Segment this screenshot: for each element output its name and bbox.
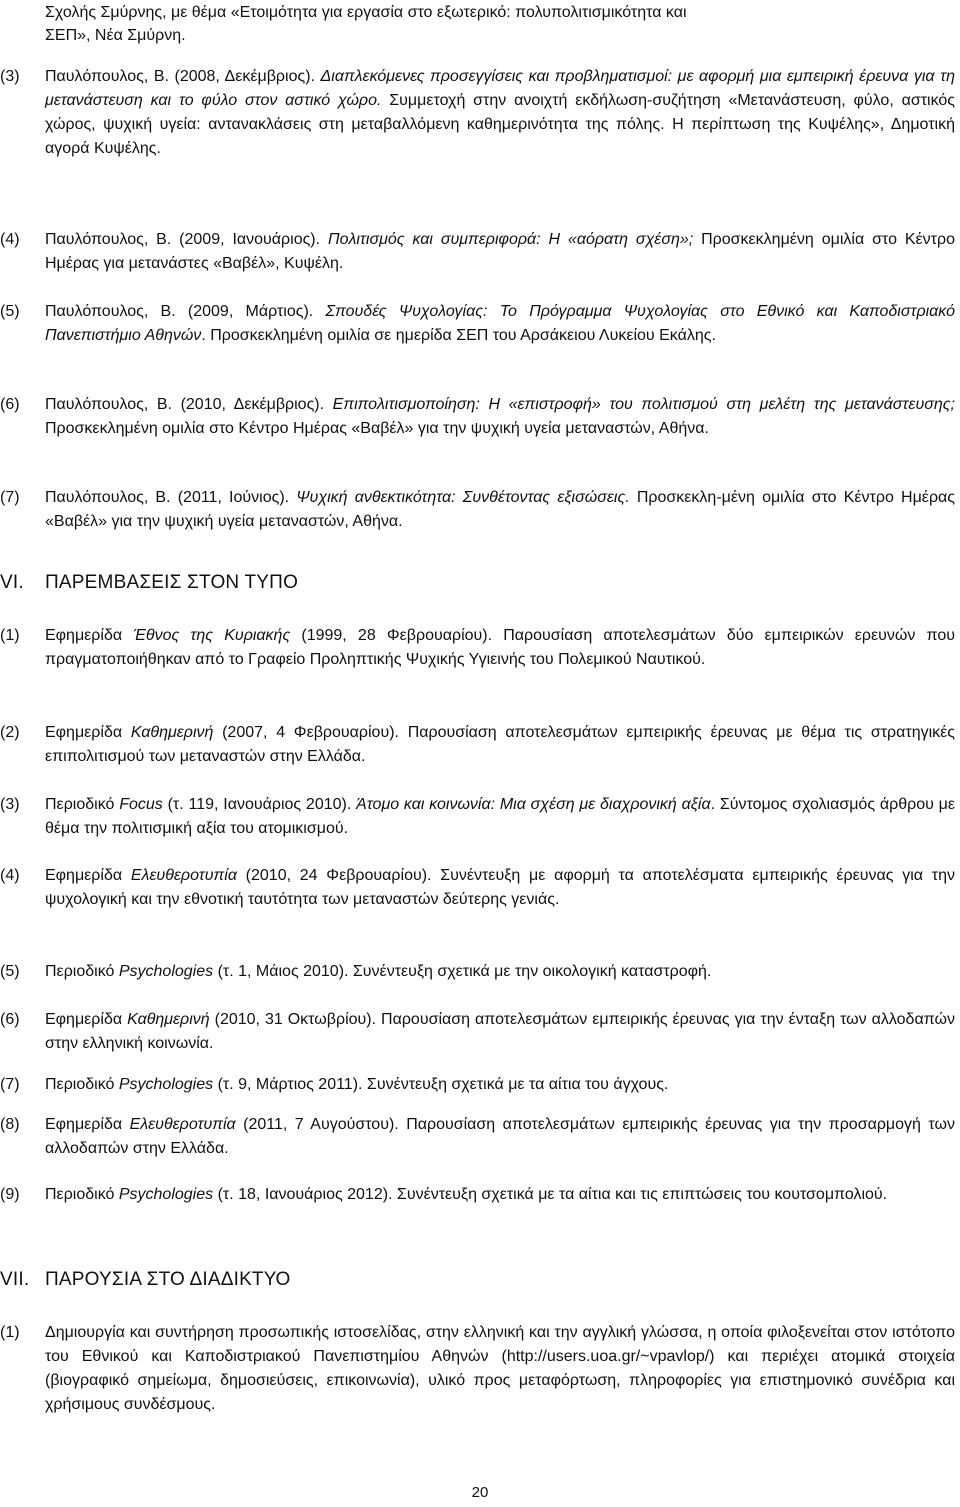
continuation-line-2: ΣΕΠ», Νέα Σμύρνη.: [45, 27, 186, 44]
continuation-line-1: Σχολής Σμύρνης, με θέμα «Ετοιμότητα για εργασία στο εξωτερικό: πολυπολιτισμικότητα και: [45, 4, 687, 21]
press-entry-3: [0, 793, 955, 841]
entry-text-part: . Προσκεκλημένη ομιλία σε ημερίδα ΣΕΠ του Αρσάκειου Λυκείου Εκάλης.: [201, 327, 716, 344]
entry-text-part: . Σύντομος σχολιασμός άρθρου με θέμα την πολιτισμική αξία του ατομικισμού.: [45, 796, 956, 837]
entry-title: Πολιτισμός και συμπεριφορά: Η «αόρατη σχέση»;: [327, 231, 694, 248]
section-roman-numeral: VI.: [0, 572, 24, 593]
entry-number: (9): [0, 1186, 20, 1203]
entry-number: (7): [0, 1076, 20, 1093]
press-entry-2: [0, 721, 955, 769]
entry-text: [45, 1008, 955, 1056]
press-entry-5: [0, 960, 955, 984]
press-entry-9: [0, 1183, 955, 1207]
entry-text-part: Προσκεκλημένη ομιλία στο Κέντρο Ημέρας για μετανάστες «Βαβέλ», Κυψέλη.: [45, 231, 956, 272]
entry-title: Ψυχική ανθεκτικότητα: Συνθέτοντας εξισώσεις.: [296, 489, 630, 506]
entry-text: [45, 393, 955, 441]
entry-number: (6): [0, 1011, 20, 1028]
entry-text-part: Εφημερίδα: [45, 1011, 128, 1028]
entry-publication: Έθνος της Κυριακής: [133, 627, 291, 644]
entry-article-title: Άτομο και κοινωνία: Μια σχέση με διαχρονική αξία: [356, 796, 711, 813]
entry-text: [45, 1183, 955, 1207]
page-number: 20: [471, 1484, 489, 1501]
entry-text-part: Παυλόπουλος, Β. (2009, Μάρτιος).: [45, 303, 326, 320]
entry-number: (3): [0, 68, 20, 85]
entry-publication: Καθημερινή: [127, 1011, 210, 1028]
entry-text-part: (2011, 7 Αυγούστου). Παρουσίαση αποτελεσμάτων εμπειρικής έρευνας για την προσαρμογή των αλλοδαπών στην Ελλάδα.: [45, 1116, 955, 1157]
web-entry-1: [0, 1321, 955, 1417]
entry-text-part: (1999, 28 Φεβρουαρίου). Παρουσίαση αποτελεσμάτων δύο εμπειρικών ερευνών που πραγματοποιήθηκαν από το Γραφείο Προληπτικής Ψυχικής Υγιεινής του Πολεμικού Ναυτικού.: [45, 627, 955, 668]
entry-text-part: (τ. 9, Μάρτιος 2011). Συνέντευξη σχετικά με τα αίτια του άγχους.: [213, 1076, 669, 1093]
entry-text: [45, 228, 955, 276]
lecture-entry-4: [0, 228, 955, 276]
entry-title: Διαπλεκόμενες προσεγγίσεις και προβληματισμοί: με αφορμή μια εμπειρική έρευνα για τη μετανάστευση και το φύλο στον αστικό χώρο.: [45, 68, 955, 109]
entry-publication: Ελευθεροτυπία: [130, 867, 237, 884]
entry-text-part: Εφημερίδα: [45, 724, 131, 741]
entry-text-part: Συμμετοχή στην ανοιχτή εκδήλωση-συζήτηση «Μετανάστευση, φύλο, αστικός χώρος, ψυχική υγεία: αντανακλάσεις στη μεταβαλλόμενη καθημερινότητα της πόλης. Η περίπτωση της Κυψέλης», Δημοτική αγορά Κυψέλης.: [45, 92, 956, 157]
entry-number: (3): [0, 796, 20, 813]
section-heading-vii: [0, 1268, 955, 1292]
entry-text-part: Εφημερίδα: [45, 1116, 130, 1133]
entry-text-part: Παυλόπουλος, Β. (2009, Ιανουάριος).: [45, 231, 328, 248]
section-roman-numeral: VII.: [0, 1269, 30, 1290]
press-entry-8: [0, 1113, 955, 1161]
entry-text-part: Εφημερίδα: [45, 627, 134, 644]
section-heading-vi: [0, 571, 955, 595]
lecture-entry-5: [0, 300, 955, 348]
entry-text: [45, 721, 955, 769]
entry-text: [45, 486, 955, 534]
entry-text: [45, 624, 955, 672]
lecture-entry-7: [0, 486, 955, 534]
section-title: ΠΑΡΟΥΣΙΑ ΣΤΟ ΔΙΑΔΙΚΤΥΟ: [45, 1269, 291, 1290]
entry-text-part: (τ. 18, Ιανουάριος 2012). Συνέντευξη σχετικά με τα αίτια και τις επιπτώσεις του κουτσομπολιού.: [213, 1186, 888, 1203]
entry-text-part: Περιοδικό: [45, 963, 119, 980]
entry-publication: Ελευθεροτυπία: [129, 1116, 236, 1133]
entry-text-part: Περιοδικό: [45, 796, 120, 813]
press-entry-4: [0, 864, 955, 912]
entry-number: (4): [0, 231, 20, 248]
entry-text-part: Παυλόπουλος, Β. (2010, Δεκέμβριος).: [45, 396, 333, 413]
entry-text-part: Περιοδικό: [45, 1076, 119, 1093]
entry-text: [45, 65, 955, 161]
entry-text-part: (2010, 31 Οκτωβρίου). Παρουσίαση αποτελεσμάτων εμπειρικής έρευνας για την ένταξη των αλλοδαπών στην ελληνική κοινωνία.: [45, 1011, 956, 1052]
lecture-entry-3: [0, 65, 955, 161]
entry-text: [45, 960, 955, 984]
entry-text-part: (2010, 24 Φεβρουαρίου). Συνέντευξη με αφορμή τα αποτελέσματα εμπειρικής έρευνας για την ψυχολογική και την εθνοτική ταυτότητα των μεταναστών δεύτερης γενιάς.: [45, 867, 955, 908]
entry-number: (6): [0, 396, 20, 413]
section-title: ΠΑΡΕΜΒΑΣΕΙΣ ΣΤΟΝ ΤΥΠΟ: [45, 572, 299, 593]
entry-title: Επιπολιτισμοποίηση: Η «επιστροφή» του πολιτισμού στη μελέτη της μετανάστευσης;: [332, 396, 955, 413]
entry-text: [45, 1073, 955, 1097]
entry-number: (5): [0, 963, 20, 980]
lecture-entry-6: [0, 393, 955, 441]
entry-number: (5): [0, 303, 20, 320]
entry-text: [45, 1113, 955, 1161]
entry-number: (4): [0, 867, 20, 884]
entry-text-part: Παυλόπουλος, Β. (2011, Ιούνιος).: [45, 489, 297, 506]
entry-text-part: Προσκεκλη-μένη ομιλία στο Κέντρο Ημέρας «Βαβέλ» για την ψυχική υγεία μεταναστών, Αθήνα.: [45, 489, 956, 530]
entry-publication: Psychologies: [118, 963, 214, 980]
entry-publication: Psychologies: [118, 1186, 214, 1203]
entry-text: [45, 864, 955, 912]
entry-text: [45, 300, 955, 348]
entry-text: [45, 793, 955, 841]
press-entry-1: [0, 624, 955, 672]
press-entry-7: [0, 1073, 955, 1097]
entry-text-part: Περιοδικό: [45, 1186, 119, 1203]
entry-text: Δημιουργία και συντήρηση προσωπικής ιστοσελίδας, στην ελληνική και την αγγλική γλώσσα, η οποία φιλοξενείται στον ιστότοπο του Εθνικού και Καποδιστριακού Πανεπιστημίου Αθηνών (http://users.uoa.gr/~vpavlop/) και περιέχει ατομικά στοιχεία (βιογραφικό σημείωμα, δημοσιεύσεις, επικοινωνία), υλικό προς μεταφόρτωση, πληροφορίες για επιστημονικό συνέδρια και χρήσιμους συνδέσμους.: [45, 1324, 955, 1413]
entry-text-part: (2007, 4 Φεβρουαρίου). Παρουσίαση αποτελεσμάτων εμπειρικής έρευνας με θέμα τις στρατηγικές επιπολιτισμού των μεταναστών στην Ελλάδα.: [45, 724, 955, 765]
entry-text-part: Εφημερίδα: [45, 867, 131, 884]
entry-text-part: (τ. 119, Ιανουάριος 2010).: [162, 796, 357, 813]
entry-publication: Focus: [119, 796, 163, 813]
entry-publication: Psychologies: [118, 1076, 214, 1093]
entry-number: (8): [0, 1116, 20, 1133]
entry-text-part: Προσκεκλημένη ομιλία στο Κέντρο Ημέρας «Βαβέλ» για την ψυχική υγεία μεταναστών, Αθήνα.: [45, 420, 709, 437]
continuation-text: [45, 1, 955, 47]
entry-number: (1): [0, 627, 20, 644]
entry-title: Σπουδές Ψυχολογίας: Το Πρόγραμμα Ψυχολογίας στο Εθνικό και Καποδιστριακό Πανεπιστήμιο Αθηνών: [45, 303, 956, 344]
entry-number: (2): [0, 724, 20, 741]
entry-text-part: (τ. 1, Μάιος 2010). Συνέντευξη σχετικά με την οικολογική καταστροφή.: [213, 963, 712, 980]
entry-number: (1): [0, 1324, 20, 1341]
entry-text-part: Παυλόπουλος, Β. (2008, Δεκέμβριος).: [45, 68, 321, 85]
press-entry-6: [0, 1008, 955, 1056]
entry-number: (7): [0, 489, 20, 506]
entry-publication: Καθημερινή: [130, 724, 214, 741]
